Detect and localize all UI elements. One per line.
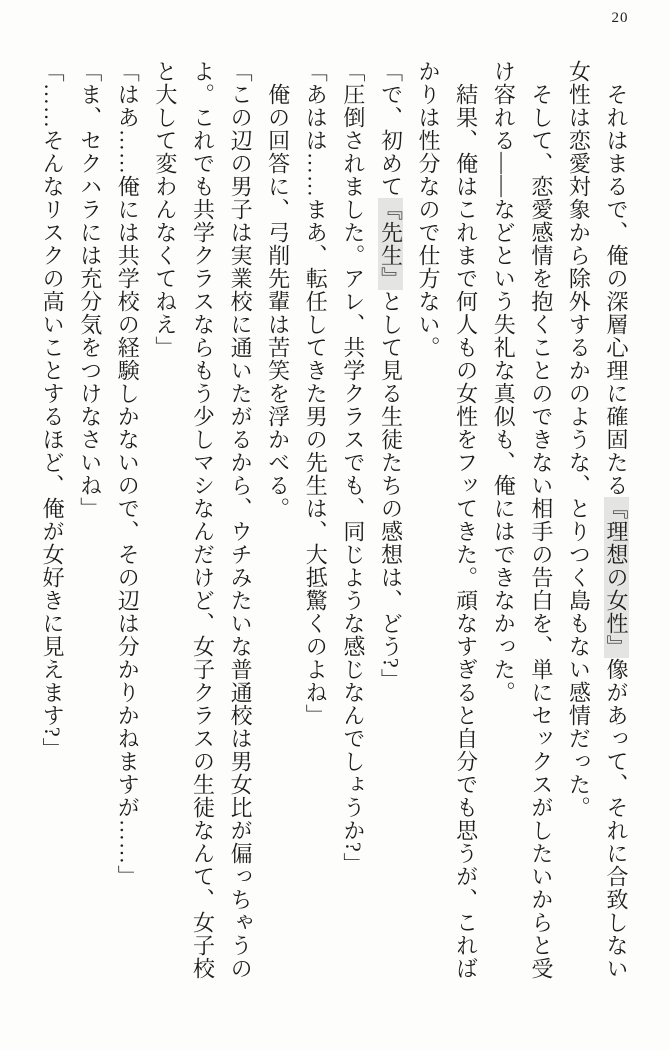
text-line-11: 「この辺の男子は実業校に通いたがるから、ウチみたいな普通校は男女比が偏っちゃうの <box>228 60 254 980</box>
page-number: 20 <box>611 10 629 26</box>
line-7-pre: 「で、初めて <box>378 60 404 198</box>
line-1-pre: それはまるで、俺の深層心理に確固たる <box>604 83 629 497</box>
text-line-10: 俺の回答に、弓削先輩は苦笑を浮かべる。 <box>265 83 291 520</box>
line-1-post: 像があって、それに合致しない <box>604 658 629 980</box>
line-7-emphasis: 『先生』 <box>378 198 404 290</box>
text-line-7 <box>372 60 410 1025</box>
text-line-3: そして、恋愛感情を抱くことのできない相手の告白を、単にセックスがしたいからと受 <box>528 83 554 980</box>
line-1-emphasis: 『理想の女性』 <box>604 497 629 658</box>
text-line-8: 「圧倒されました。アレ、共学クラスでも、同じような感じなんでしょうか?」 <box>340 60 366 876</box>
text-block <box>34 60 636 1025</box>
text-line-9: 「あはは……まあ、転任してきた男の先生は、大抵驚くのよね」 <box>303 60 329 727</box>
text-line-14: 「はあ……俺には共学校の経験しかないので、その辺は分かりかねますが……」 <box>115 60 141 888</box>
text-line-5: 結果、俺はこれまで何人もの女性をフッてきた。頑なすぎると自分でも思うが、これば <box>453 83 479 980</box>
text-line-6: かりは性分なので仕方ない。 <box>416 60 442 359</box>
line-7-post: として見る生徒たちの感想は、どう?」 <box>378 290 404 692</box>
text-line-2: 女性は恋愛対象から除外するかのような、とりつく島もない感情だった。 <box>566 60 592 819</box>
text-line-1 <box>597 60 635 1025</box>
text-line-16: 「……そんなリスクの高いことするほど、俺が女好きに見えます?」 <box>40 60 66 761</box>
text-line-4: け容れる――などという失礼な真似も、俺にはできなかった。 <box>491 60 517 704</box>
text-line-13: と大して変わんなくてねえ」 <box>152 60 178 359</box>
text-line-15: 「ま、セクハラには充分気をつけなさいね」 <box>77 60 103 520</box>
text-line-12: よ。これでも共学クラスならもう少しマシなんだけど、女子クラスの生徒なんて、女子校 <box>190 60 216 980</box>
